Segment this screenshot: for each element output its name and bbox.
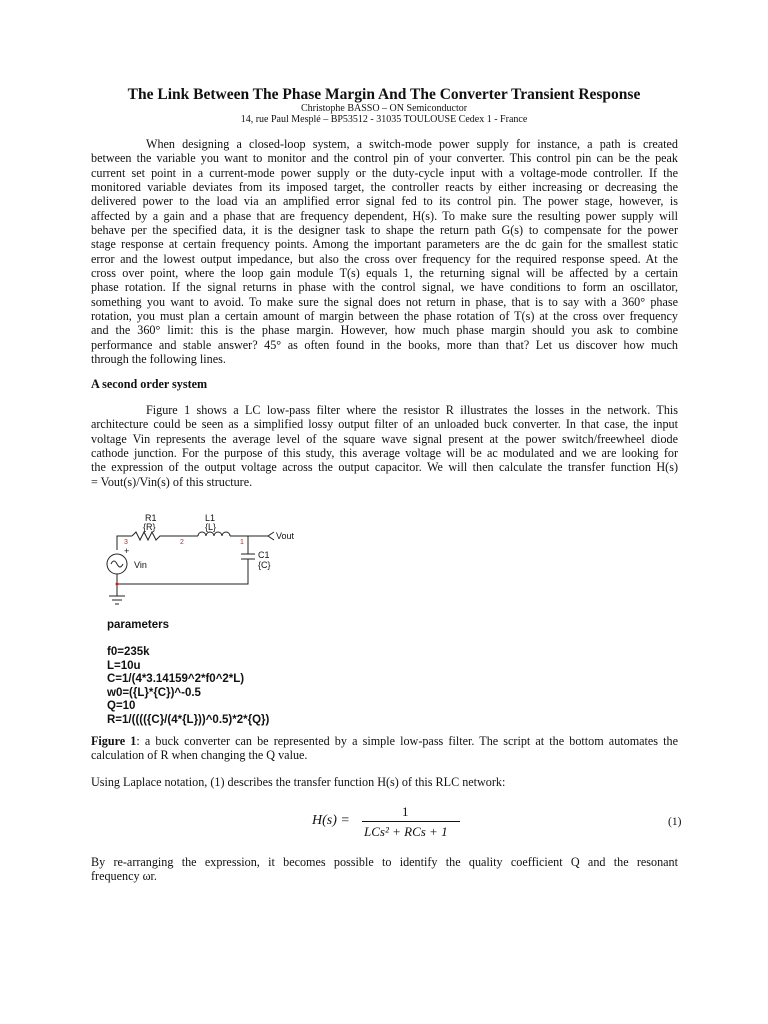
r1-value: {R} bbox=[143, 522, 156, 532]
section-heading: A second order system bbox=[91, 377, 208, 391]
l1-value: {L} bbox=[205, 522, 217, 532]
source-name: Vin bbox=[134, 560, 147, 570]
paragraph-line: voltage Vin represents the average level of the square wave signal present at the power switch/freewheel diode bbox=[91, 431, 678, 446]
paragraph-line: By re-arranging the expression, it becomes possible to identify the quality coefficient Q and the resonant bbox=[91, 855, 678, 869]
equation-1 bbox=[312, 804, 472, 844]
figure-caption bbox=[91, 734, 678, 763]
parameter-line: L=10u bbox=[107, 659, 141, 672]
caption-text: : a buck converter can be represented by a simple low-pass filter. The script at the bottom automates the bbox=[136, 734, 678, 748]
vout-label: Vout bbox=[276, 531, 295, 541]
parameter-line: Q=10 bbox=[107, 700, 136, 712]
parameter-line: f0=235k bbox=[107, 646, 150, 658]
laplace-paragraph bbox=[91, 775, 678, 789]
paragraph-line: delivered power to the load via an amplified error signal fed to its control pin. The power stage, however, is bbox=[91, 194, 678, 209]
document-title: The Link Between The Phase Margin And The Converter Transient Response bbox=[127, 86, 641, 103]
paragraph-line: affected by a gain and a phase that are frequency dependent, H(s). To make sure the resulting power supply will bbox=[91, 208, 678, 223]
section-paragraph bbox=[91, 403, 678, 489]
r1-name: R1 bbox=[145, 513, 157, 523]
paragraph-line: stage response at certain frequency points. Among the important parameters are the dc gain for the smallest static bbox=[91, 237, 678, 252]
parameter-line: R=1/(((({C}/(4*{L}))^0.5)*2*{Q}) bbox=[107, 713, 270, 726]
parameter-line: C=1/(4*3.14159^2*f0^2*L) bbox=[107, 673, 245, 685]
paragraph-line: = Vout(s)/Vin(s) of this structure. bbox=[91, 474, 253, 489]
paragraph-line: frequency ωr. bbox=[91, 869, 157, 884]
parameters-heading: parameters bbox=[107, 619, 170, 631]
c1-name: C1 bbox=[258, 550, 270, 560]
paragraph-line: performance and stable answer? 45° as often found in the books, more than that? Let us discover how much bbox=[91, 337, 678, 352]
node-2-label: 2 bbox=[180, 539, 184, 546]
parameter-line: w0=({L}*{C})^-0.5 bbox=[107, 686, 201, 699]
paragraph-line: Using Laplace notation, (1) describes the transfer function H(s) of this RLC network: bbox=[91, 775, 506, 789]
paragraph-line: through the following lines. bbox=[91, 352, 226, 367]
paragraph-line: phase rotation. If the signal returns in phase with the control signal, we have conditions to form an oscillator, bbox=[91, 280, 678, 295]
paragraph-line: the expression of the output voltage across the output capacitor. We will then calculate the transfer function H(s) bbox=[91, 460, 678, 475]
intro-paragraph bbox=[91, 137, 678, 367]
node-1-label: 1 bbox=[240, 539, 244, 546]
paragraph-line: error and the lowest output impedance, but also the cross over frequency for the required response speed. At the bbox=[91, 251, 678, 266]
equation-number: (1) bbox=[668, 816, 682, 828]
fraction-bar bbox=[362, 821, 460, 822]
paragraph-line: architecture could be seen as a simplified lossy output filter of an unloaded buck converter. In that case, the input bbox=[91, 417, 678, 432]
caption-label: Figure 1 bbox=[91, 734, 137, 748]
c1-value: {C} bbox=[258, 560, 271, 570]
address-line: 14, rue Paul Mesplé – BP53512 - 31035 TOULOUSE Cedex 1 - France bbox=[240, 114, 528, 125]
author-line: Christophe BASSO – ON Semiconductor bbox=[300, 103, 468, 114]
caption-line bbox=[91, 734, 678, 748]
paragraph-line: cathode junction. For the purpose of this study, this average voltage will be ac modulated and we are looking for bbox=[91, 446, 678, 461]
paragraph-line: Figure 1 shows a LC low-pass filter where the resistor R illustrates the losses in the network. This bbox=[146, 403, 678, 417]
paragraph-line: current set point in a current-mode power supply or the duty-cycle input with a voltage-mode controller. If the bbox=[91, 165, 678, 180]
paragraph-line: When designing a closed-loop system, a switch-mode power supply for instance, a path is created bbox=[146, 137, 678, 151]
l1-name: L1 bbox=[205, 513, 216, 523]
paragraph-line: and the 360° limit: this is the phase margin. However, how much phase margin should you ask to combine bbox=[91, 323, 678, 338]
paragraph-line: cross over point, where the loop gain module T(s) equals 1, the returning signal will be affected by a certain bbox=[91, 266, 678, 281]
equation-lhs: H(s) = bbox=[312, 813, 350, 828]
paragraph-line: something you want to avoid. To make sure the signal does not return in phase, that is to say with a 360° phase bbox=[91, 294, 678, 309]
equation-denominator: LCs² + RCs + 1 bbox=[364, 824, 448, 839]
parameters-list bbox=[107, 646, 269, 727]
equation-numerator: 1 bbox=[402, 804, 409, 819]
paragraph-line: between the variable you want to monitor and the control pin of your converter. This control pin can be the peak bbox=[91, 151, 678, 166]
paragraph-line: monitored variable deviates from its imposed target, the controller reacts by either increasing or decreasing the bbox=[91, 180, 678, 195]
node-3-label: 3 bbox=[124, 539, 128, 546]
final-paragraph bbox=[91, 855, 678, 884]
paragraph-line: rotation, you must plan a certain amount of margin between the phase rotation of T(s) at the cross over frequency bbox=[91, 309, 678, 324]
source-plus: + bbox=[124, 546, 130, 556]
paragraph-line: behave per the specified data, it is the designer task to shape the return path G(s) to compensate for the power bbox=[91, 223, 678, 238]
caption-line: calculation of R when changing the Q value. bbox=[91, 748, 308, 763]
